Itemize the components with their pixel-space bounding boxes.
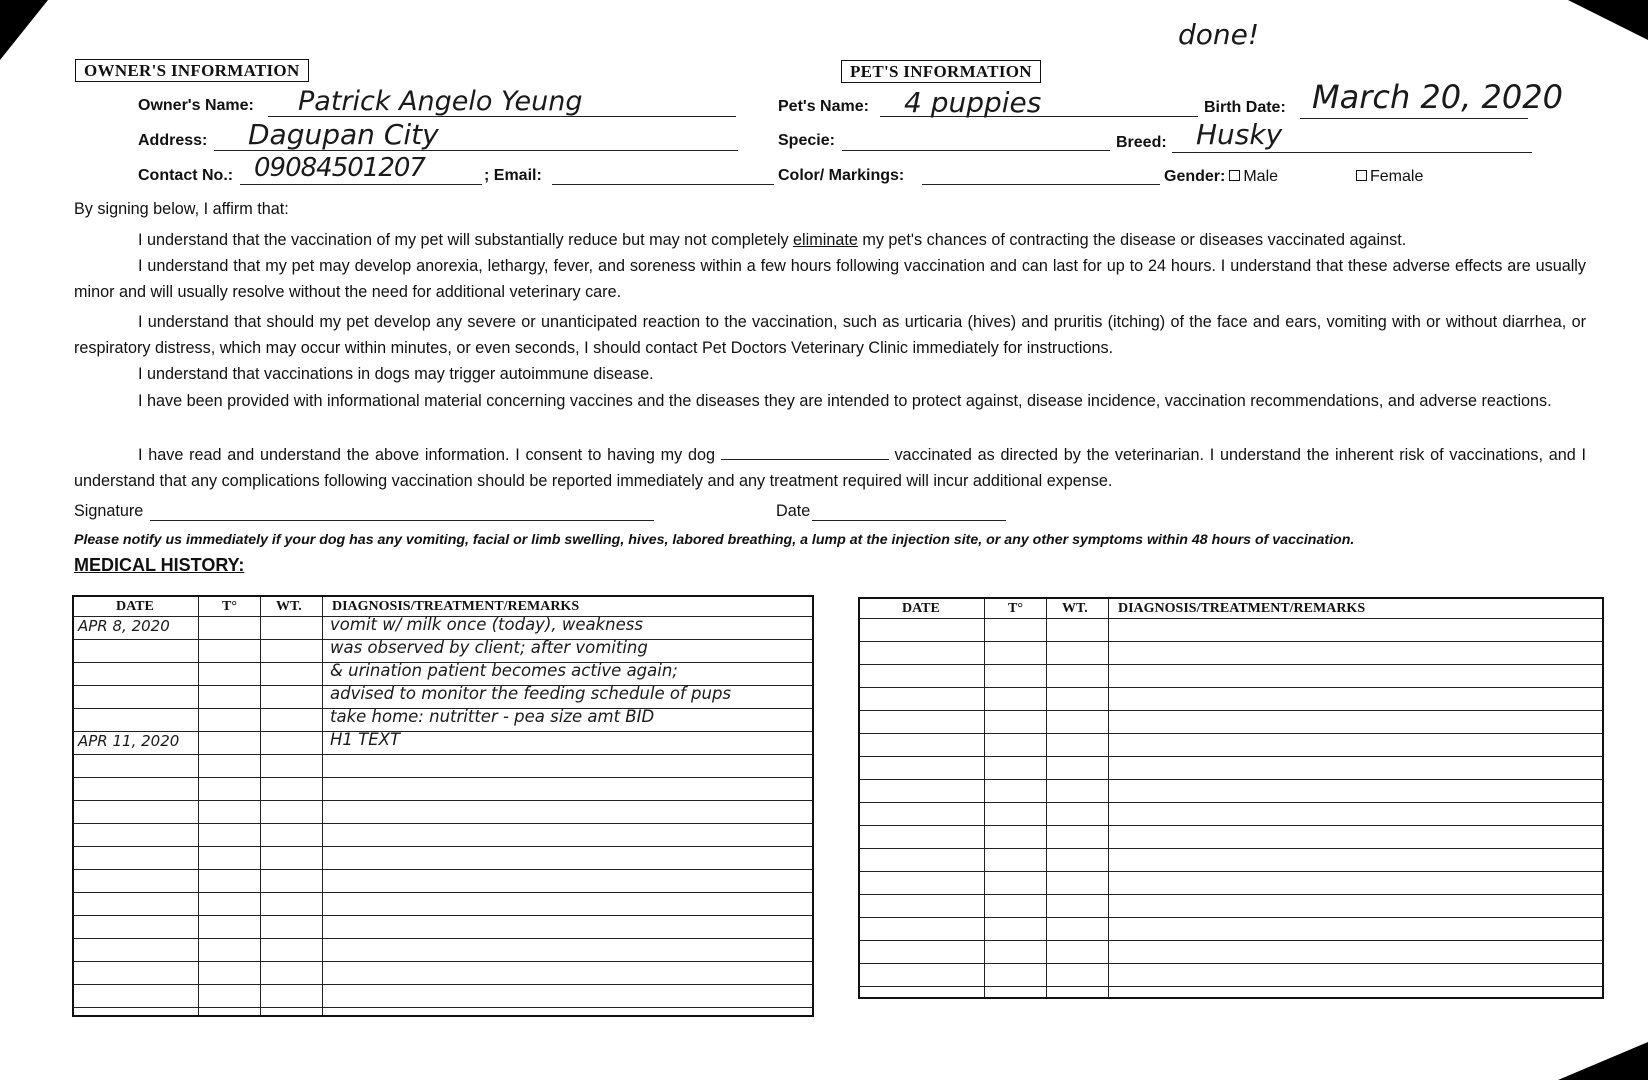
table-row-line <box>860 917 1602 918</box>
color-markings-label: Color/ Markings: <box>778 167 905 184</box>
table-row-line <box>74 777 812 778</box>
p1-text-b: my pet's chances of contracting the disease or diseases vaccinated against. <box>857 231 1407 249</box>
owner-info-heading: OWNER'S INFORMATION <box>75 59 309 82</box>
consent-paragraph-2 <box>74 253 1586 305</box>
entry-remark: vomit w/ milk once (today), weakness <box>330 615 643 634</box>
address-label: Address: <box>138 132 208 149</box>
table-row-line <box>74 1007 812 1008</box>
p4-text: I understand that vaccinations in dogs may trigger autoimmune disease. <box>138 365 654 383</box>
owner-name-value: Patrick Angelo Yeung <box>298 86 583 117</box>
table-row-line <box>860 779 1602 780</box>
table-row-line <box>74 915 812 916</box>
consent-paragraph-6 <box>74 442 1586 494</box>
table-row-line <box>74 731 812 732</box>
medical-history-table-left <box>72 595 814 1017</box>
p3-text: I understand that should my pet develop any severe or unanticipated reaction to the vaccination, such as urticaria (hives) and pruritis (itching) of the face and ears, vomiting with or without diarrhea, or respiratory distress, which may occur within minutes, or even seconds, I should contact Pet Doctors Veterinary Clinic immediately for instructions. <box>74 313 1586 357</box>
table-row-line <box>74 800 812 801</box>
notice-text: Please notify us immediately if your dog has any vomiting, facial or limb swelling, hives, labored breathing, a lump at the injection site, or any other symptoms within 48 hours of vaccination. <box>74 532 1355 548</box>
table-row-line <box>74 869 812 870</box>
birth-date-label: Birth Date: <box>1204 99 1286 116</box>
signature-line[interactable] <box>150 520 654 521</box>
breed-label: Breed: <box>1116 134 1167 151</box>
p1-text-a: I understand that the vaccination of my pet will substantially reduce but may not completely <box>138 231 794 249</box>
table-row-line <box>860 618 1602 619</box>
table-row-line <box>74 984 812 985</box>
birth-date-line <box>1300 118 1528 119</box>
entry-date: APR 11, 2020 <box>78 732 180 750</box>
entry-date: APR 8, 2020 <box>78 617 170 635</box>
breed-line <box>1172 152 1532 153</box>
owner-name-label: Owner's Name: <box>138 97 254 114</box>
table-row-line <box>860 986 1602 987</box>
table-row-line <box>74 754 812 755</box>
male-label: Male <box>1243 168 1279 185</box>
contact-label: Contact No.: <box>138 167 234 184</box>
date-line[interactable] <box>812 520 1006 521</box>
birth-date-value: March 20, 2020 <box>1312 78 1563 116</box>
col-temp-header: T° <box>1008 601 1023 616</box>
col-weight-header: WT. <box>276 599 302 614</box>
table-row-line <box>860 710 1602 711</box>
table-row-line <box>74 892 812 893</box>
pet-info-heading: PET'S INFORMATION <box>841 60 1041 83</box>
female-checkbox[interactable] <box>1356 170 1367 181</box>
consent-paragraph-5 <box>74 388 1586 414</box>
table-row-line <box>74 846 812 847</box>
table-row-line <box>860 802 1602 803</box>
entry-remark: & urination patient becomes active again; <box>330 661 678 680</box>
entry-remark: advised to monitor the feeding schedule of pups <box>330 684 732 703</box>
table-row-line <box>860 940 1602 941</box>
specie-label: Specie: <box>778 132 835 149</box>
specie-line <box>842 150 1110 151</box>
p6-text-b: vaccinated as directed by the veterinarian. I understand the inherent risk of vaccinations, and I understand that any complications following vaccination should be reported immediately and any treatment required will incur additional expense. <box>74 446 1586 490</box>
table-row-line <box>860 825 1602 826</box>
signature-label: Signature <box>74 502 144 520</box>
address-value: Dagupan City <box>248 118 439 151</box>
col-remarks-header: DIAGNOSIS/TREATMENT/REMARKS <box>332 599 580 614</box>
table-row-line <box>860 733 1602 734</box>
table-row-line <box>860 894 1602 895</box>
medical-history-heading: MEDICAL HISTORY: <box>74 555 245 575</box>
p1-underlined: eliminate <box>793 231 858 249</box>
col-date-header: DATE <box>116 599 154 614</box>
table-row-line <box>74 938 812 939</box>
entry-remark: take home: nutritter - pea size amt BID <box>330 707 655 726</box>
email-line <box>552 184 774 185</box>
date-label: Date <box>776 502 811 520</box>
contact-value: 09084501207 <box>254 153 425 183</box>
female-label: Female <box>1370 168 1424 185</box>
col-date-header: DATE <box>902 601 940 616</box>
entry-remark: H1 TEXT <box>330 730 401 749</box>
scan-corner-top-right <box>1568 0 1648 40</box>
col-weight-header: WT. <box>1062 601 1088 616</box>
female-option <box>1352 168 1423 186</box>
done-note: done! <box>1178 18 1260 51</box>
table-row-line <box>860 871 1602 872</box>
gender-label <box>1164 168 1278 186</box>
table-row-line <box>860 848 1602 849</box>
consent-intro: By signing below, I affirm that: <box>74 200 289 218</box>
p2-text: I understand that my pet may develop anorexia, lethargy, fever, and soreness within a few hours following vaccination and can last for up to 24 hours. I understand that these adverse effects are usually minor and will usually resolve without the need for additional veterinary care. <box>74 257 1586 301</box>
pet-name-value: 4 puppies <box>904 86 1042 119</box>
breed-value: Husky <box>1196 118 1283 151</box>
p5-text: I have been provided with informational material concerning vaccines and the diseases they are intended to protect against, disease incidence, vaccination recommendations, and adverse reactions. <box>138 392 1552 410</box>
scan-corner-bottom-right <box>1558 1042 1648 1080</box>
medical-history-table-right <box>858 597 1604 999</box>
col-temp-header: T° <box>222 599 237 614</box>
gender-label-text: Gender: <box>1164 168 1226 185</box>
email-label: ; Email: <box>484 167 542 184</box>
table-row-line <box>74 823 812 824</box>
consent-paragraph-1 <box>74 227 1586 253</box>
scan-corner-top-left <box>0 0 48 60</box>
contact-line <box>240 184 482 185</box>
table-row-line <box>860 963 1602 964</box>
entry-remark: was observed by client; after vomiting <box>330 638 648 657</box>
color-markings-line <box>922 184 1160 185</box>
p6-text-a: I have read and understand the above information. I consent to having my dog <box>138 446 721 464</box>
table-row-line <box>860 664 1602 665</box>
male-checkbox[interactable] <box>1229 170 1240 181</box>
consent-paragraph-4 <box>74 361 1586 387</box>
table-row-line <box>74 961 812 962</box>
table-row-line <box>860 756 1602 757</box>
table-row-line <box>860 641 1602 642</box>
consent-paragraph-3 <box>74 309 1586 361</box>
col-remarks-header: DIAGNOSIS/TREATMENT/REMARKS <box>1118 601 1366 616</box>
pet-name-label: Pet's Name: <box>778 98 869 115</box>
table-row-line <box>860 687 1602 688</box>
dog-name-blank[interactable] <box>721 445 889 460</box>
